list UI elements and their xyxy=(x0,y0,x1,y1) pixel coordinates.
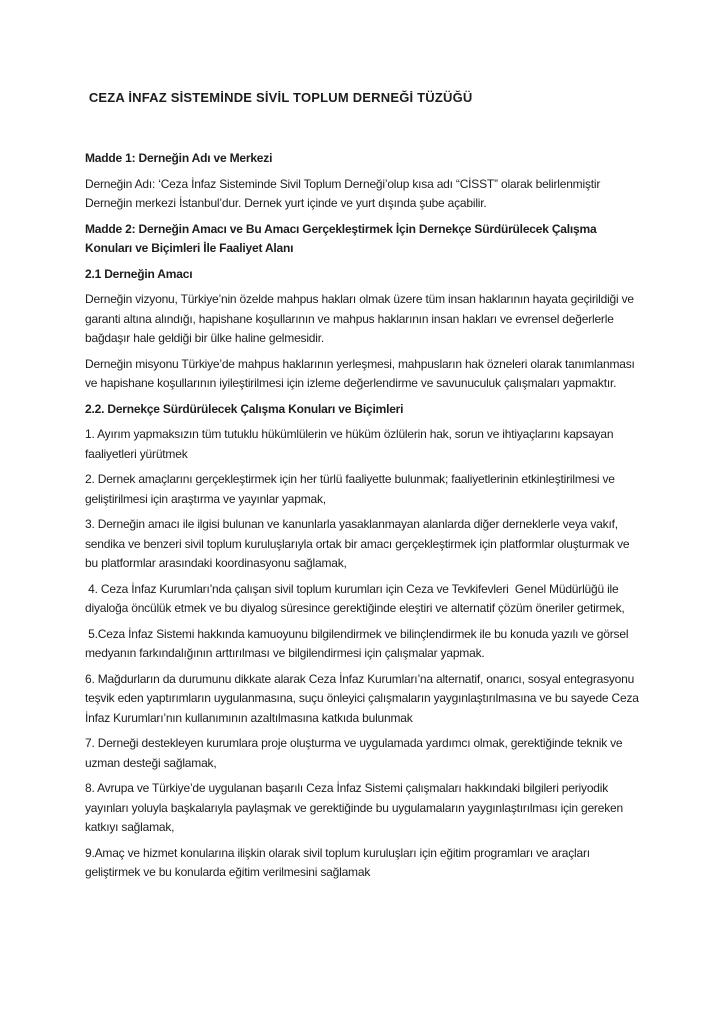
section-2-2-heading: 2.2. Dernekçe Sürdürülecek Çalışma Konuları ve Biçimleri xyxy=(85,401,404,416)
work-item-8: 8. Avrupa ve Türkiye’de uygulanan başarılı Ceza İnfaz Sistemi çalışmaları hakkındaki bilgileri periyodik yayınları yoluyla başkalarıyla paylaşmak ve gerektiğinde bu uygulamaların yaygınlaştırılması için gereken katkıyı sağlamak, xyxy=(85,781,627,834)
mission-paragraph: Derneğin misyonu Türkiye’de mahpus haklarının yerleşmesi, mahpusların hak özneleri olarak tanımlanması ve hapishane koşullarının iyileştirilmesi için izleme değerlendirme ve savunuculuk çalışmaları yapmaktır. xyxy=(85,356,638,390)
work-item-6: 6. Mağdurların da durumunu dikkate alarak Ceza İnfaz Kurumları’na alternatif, onarıcı, sosyal entegrasyonu teşvik eden yaptırımların uygulanmasına, suçu önleyici çalışmaların yaygınlaştırılmasına ve bu sayede Ceza İnfaz Kurumları’nın kullanımının azaltılmasına katkıda bulunmak xyxy=(85,671,642,725)
document-title: CEZA İNFAZ SİSTEMİNDE SİVİL TOPLUM DERNEĞİ TÜZÜĞÜ xyxy=(85,90,473,105)
madde-2-heading: Madde 2: Derneğin Amacı ve Bu Amacı Gerçekleştirmek İçin Dernekçe Sürdürülecek Çalışma Konuları ve Biçimleri İle Faaliyet Alanı xyxy=(85,221,600,255)
work-item-2: 2. Dernek amaçlarını gerçekleştirmek için her türlü faaliyette bulunmak; faaliyetlerinin etkinleştirilmesi ve geliştirilmesi için araştırma ve yayınlar yapmak, xyxy=(85,472,618,506)
madde-1-paragraph: Derneğin Adı: ‘Ceza İnfaz Sisteminde Sivil Toplum Derneği’olup kısa adı “CİSST” olarak belirlenmiştir Derneğin merkezi İstanbul’dur. Dernek yurt içinde ve yurt dışında şube açabilir. xyxy=(85,176,604,210)
madde-1-heading: Madde 1: Derneğin Adı ve Merkezi xyxy=(85,151,273,165)
section-2-1-heading: 2.1 Derneğin Amacı xyxy=(85,266,193,281)
work-item-9: 9.Amaç ve hizmet konularına ilişkin olarak sivil toplum kuruluşları için eğitim programları ve araçları geliştirmek ve bu konularda eğitim verilmesini sağlamak xyxy=(85,845,594,879)
work-item-7: 7. Derneği destekleyen kurumlara proje oluşturma ve uygulamada yardımcı olmak, gerektiğinde teknik ve uzman desteği sağlamak, xyxy=(85,736,626,770)
work-item-1: 1. Ayırım yapmaksızın tüm tutuklu hükümlülerin ve hüküm özlülerin hak, sorun ve ihtiyaçlarını kapsayan faaliyetleri yürütmek xyxy=(85,427,617,461)
vision-paragraph: Derneğin vizyonu, Türkiye’nin özelde mahpus hakları olmak üzere tüm insan haklarının hayata geçirildiği ve garanti altına alındığı, hapishane koşullarının ve mahpus haklarının insan hakları ve evrensel değerlerle bağdaşır hale geldiği bir ülke haline gelmesidir. xyxy=(85,292,638,345)
work-item-5: 5.Ceza İnfaz Sistemi hakkında kamuoyunu bilgilendirmek ve bilinçlendirmek ile bu konuda yazılı ve görsel medyanın farkındalığının arttırılması ve bilgilendirmesi için çalışmalar yapmak. xyxy=(85,626,632,660)
work-item-3: 3. Derneğin amacı ile ilgisi bulunan ve kanunlarla yasaklanmayan alanlarda diğer derneklerle veya vakıf, sendika ve benzeri sivil toplum kuruluşlarıyla ortak bir amacı gerçekleştirmek için platformlar oluşturmak ve bu platformlar arasındaki koordinasyonu sağlamak, xyxy=(85,517,633,570)
work-item-4: 4. Ceza İnfaz Kurumları’nda çalışan sivil toplum kurumları için Ceza ve Tevkifevleri Genel Müdürlüğü ile diyaloğa öncülük etmek ve bu diyalog süresince gerektiğinde eleştiri ve alternatif çözüm öneriler getirmek, xyxy=(85,581,625,615)
